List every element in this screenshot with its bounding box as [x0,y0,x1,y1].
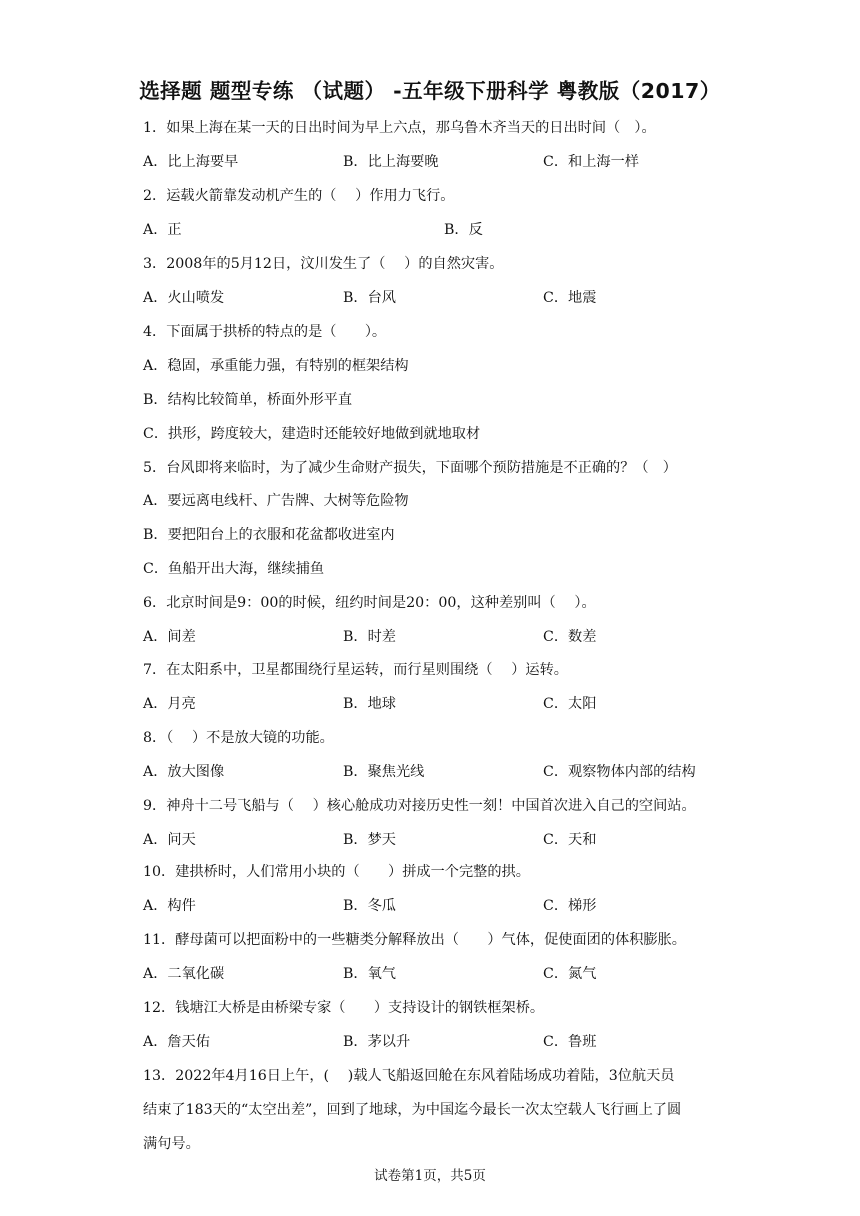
question-12-stem: 12．钱塘江大桥是由桥梁专家（ ）支持设计的钢铁框架桥。 [143,1000,545,1016]
option-c: C．梯形 [543,898,597,914]
option-c: C．天和 [543,832,597,848]
option-c: C．地震 [543,290,597,306]
option-b: B．台风 [343,290,396,306]
option-c: C．和上海一样 [543,154,639,170]
question-6-stem: 6．北京时间是9：00的时候，纽约时间是20：00，这种差别叫（ ）。 [143,595,596,611]
question-5-option-b: B．要把阳台上的衣服和花盆都收进室内 [143,527,395,543]
option-b: B．聚焦光线 [343,764,425,780]
option-a: A．比上海要早 [143,154,239,170]
question-4-option-c: C．拱形，跨度较大，建造时还能较好地做到就地取材 [143,426,481,442]
question-10-stem: 10．建拱桥时，人们常用小块的（ ）拼成一个完整的拱。 [143,864,530,880]
question-2-stem: 2．运载火箭靠发动机产生的（ ）作用力飞行。 [143,188,455,204]
option-a: A．放大图像 [143,764,225,780]
option-b: B．地球 [343,696,396,712]
option-b: B．比上海要晚 [343,154,439,170]
option-b: B．氧气 [343,966,396,982]
option-c: C．氮气 [543,966,597,982]
question-5-stem: 5．台风即将来临时，为了减少生命财产损失，下面哪个预防措施是不正确的？（ ） [143,460,677,476]
question-8-stem: 8．（ ）不是放大镜的功能。 [143,730,334,746]
question-4-option-a: A．稳固，承重能力强，有特别的框架结构 [143,358,409,374]
option-a: A．二氧化碳 [143,966,225,982]
option-c: C．太阳 [543,696,597,712]
option-b: B．冬瓜 [343,898,396,914]
option-a: A．问天 [143,832,196,848]
option-b: B．时差 [343,629,396,645]
option-c: C．观察物体内部的结构 [543,764,696,780]
question-13-stem-line-3: 满句号。 [143,1136,200,1152]
option-c: C．鲁班 [543,1034,597,1050]
option-a: A．火山喷发 [143,290,225,306]
page-footer: 试卷第1页，共5页 [374,1168,486,1184]
question-11-stem: 11．酵母菌可以把面粉中的一些糖类分解释放出（ ）气体，促使面团的体积膨胀。 [143,932,686,948]
option-a: A．正 [143,222,182,238]
question-4-stem: 4．下面属于拱桥的特点的是（ ）。 [143,324,387,340]
option-b: B．茅以升 [343,1034,411,1050]
question-13-stem-line-2: 结束了183天的“太空出差”，回到了地球，为中国迄今最长一次太空载人飞行画上了圆 [143,1102,682,1118]
option-a: A．构件 [143,898,196,914]
question-3-stem: 3．2008年的5月12日，汶川发生了（ ）的自然灾害。 [143,256,504,272]
option-c: C．数差 [543,629,597,645]
question-13-stem-line-1: 13．2022年4月16日上午，( )载人飞船返回舱在东风着陆场成功着陆，3位航天员 [143,1068,675,1084]
option-b: B．反 [444,222,483,238]
question-1-stem: 1．如果上海在某一天的日出时间为早上六点，那乌鲁木齐当天的日出时间（ ）。 [143,120,656,136]
option-a: A．间差 [143,629,196,645]
option-b: B．梦天 [343,832,396,848]
question-9-stem: 9．神舟十二号飞船与（ ）核心舱成功对接历史性一刻！中国首次进入自己的空间站。 [143,798,696,814]
question-4-option-b: B．结构比较简单，桥面外形平直 [143,392,353,408]
option-a: A．月亮 [143,696,196,712]
option-a: A．詹天佑 [143,1034,210,1050]
question-5-option-a: A．要远离电线杆、广告牌、大树等危险物 [143,493,409,509]
page-title: 选择题 题型专练 （试题） -五年级下册科学 粤教版（2017） [139,79,721,103]
question-7-stem: 7．在太阳系中，卫星都围绕行星运转，而行星则围绕（ ）运转。 [143,662,568,678]
question-5-option-c: C．鱼船开出大海，继续捕鱼 [143,561,325,577]
